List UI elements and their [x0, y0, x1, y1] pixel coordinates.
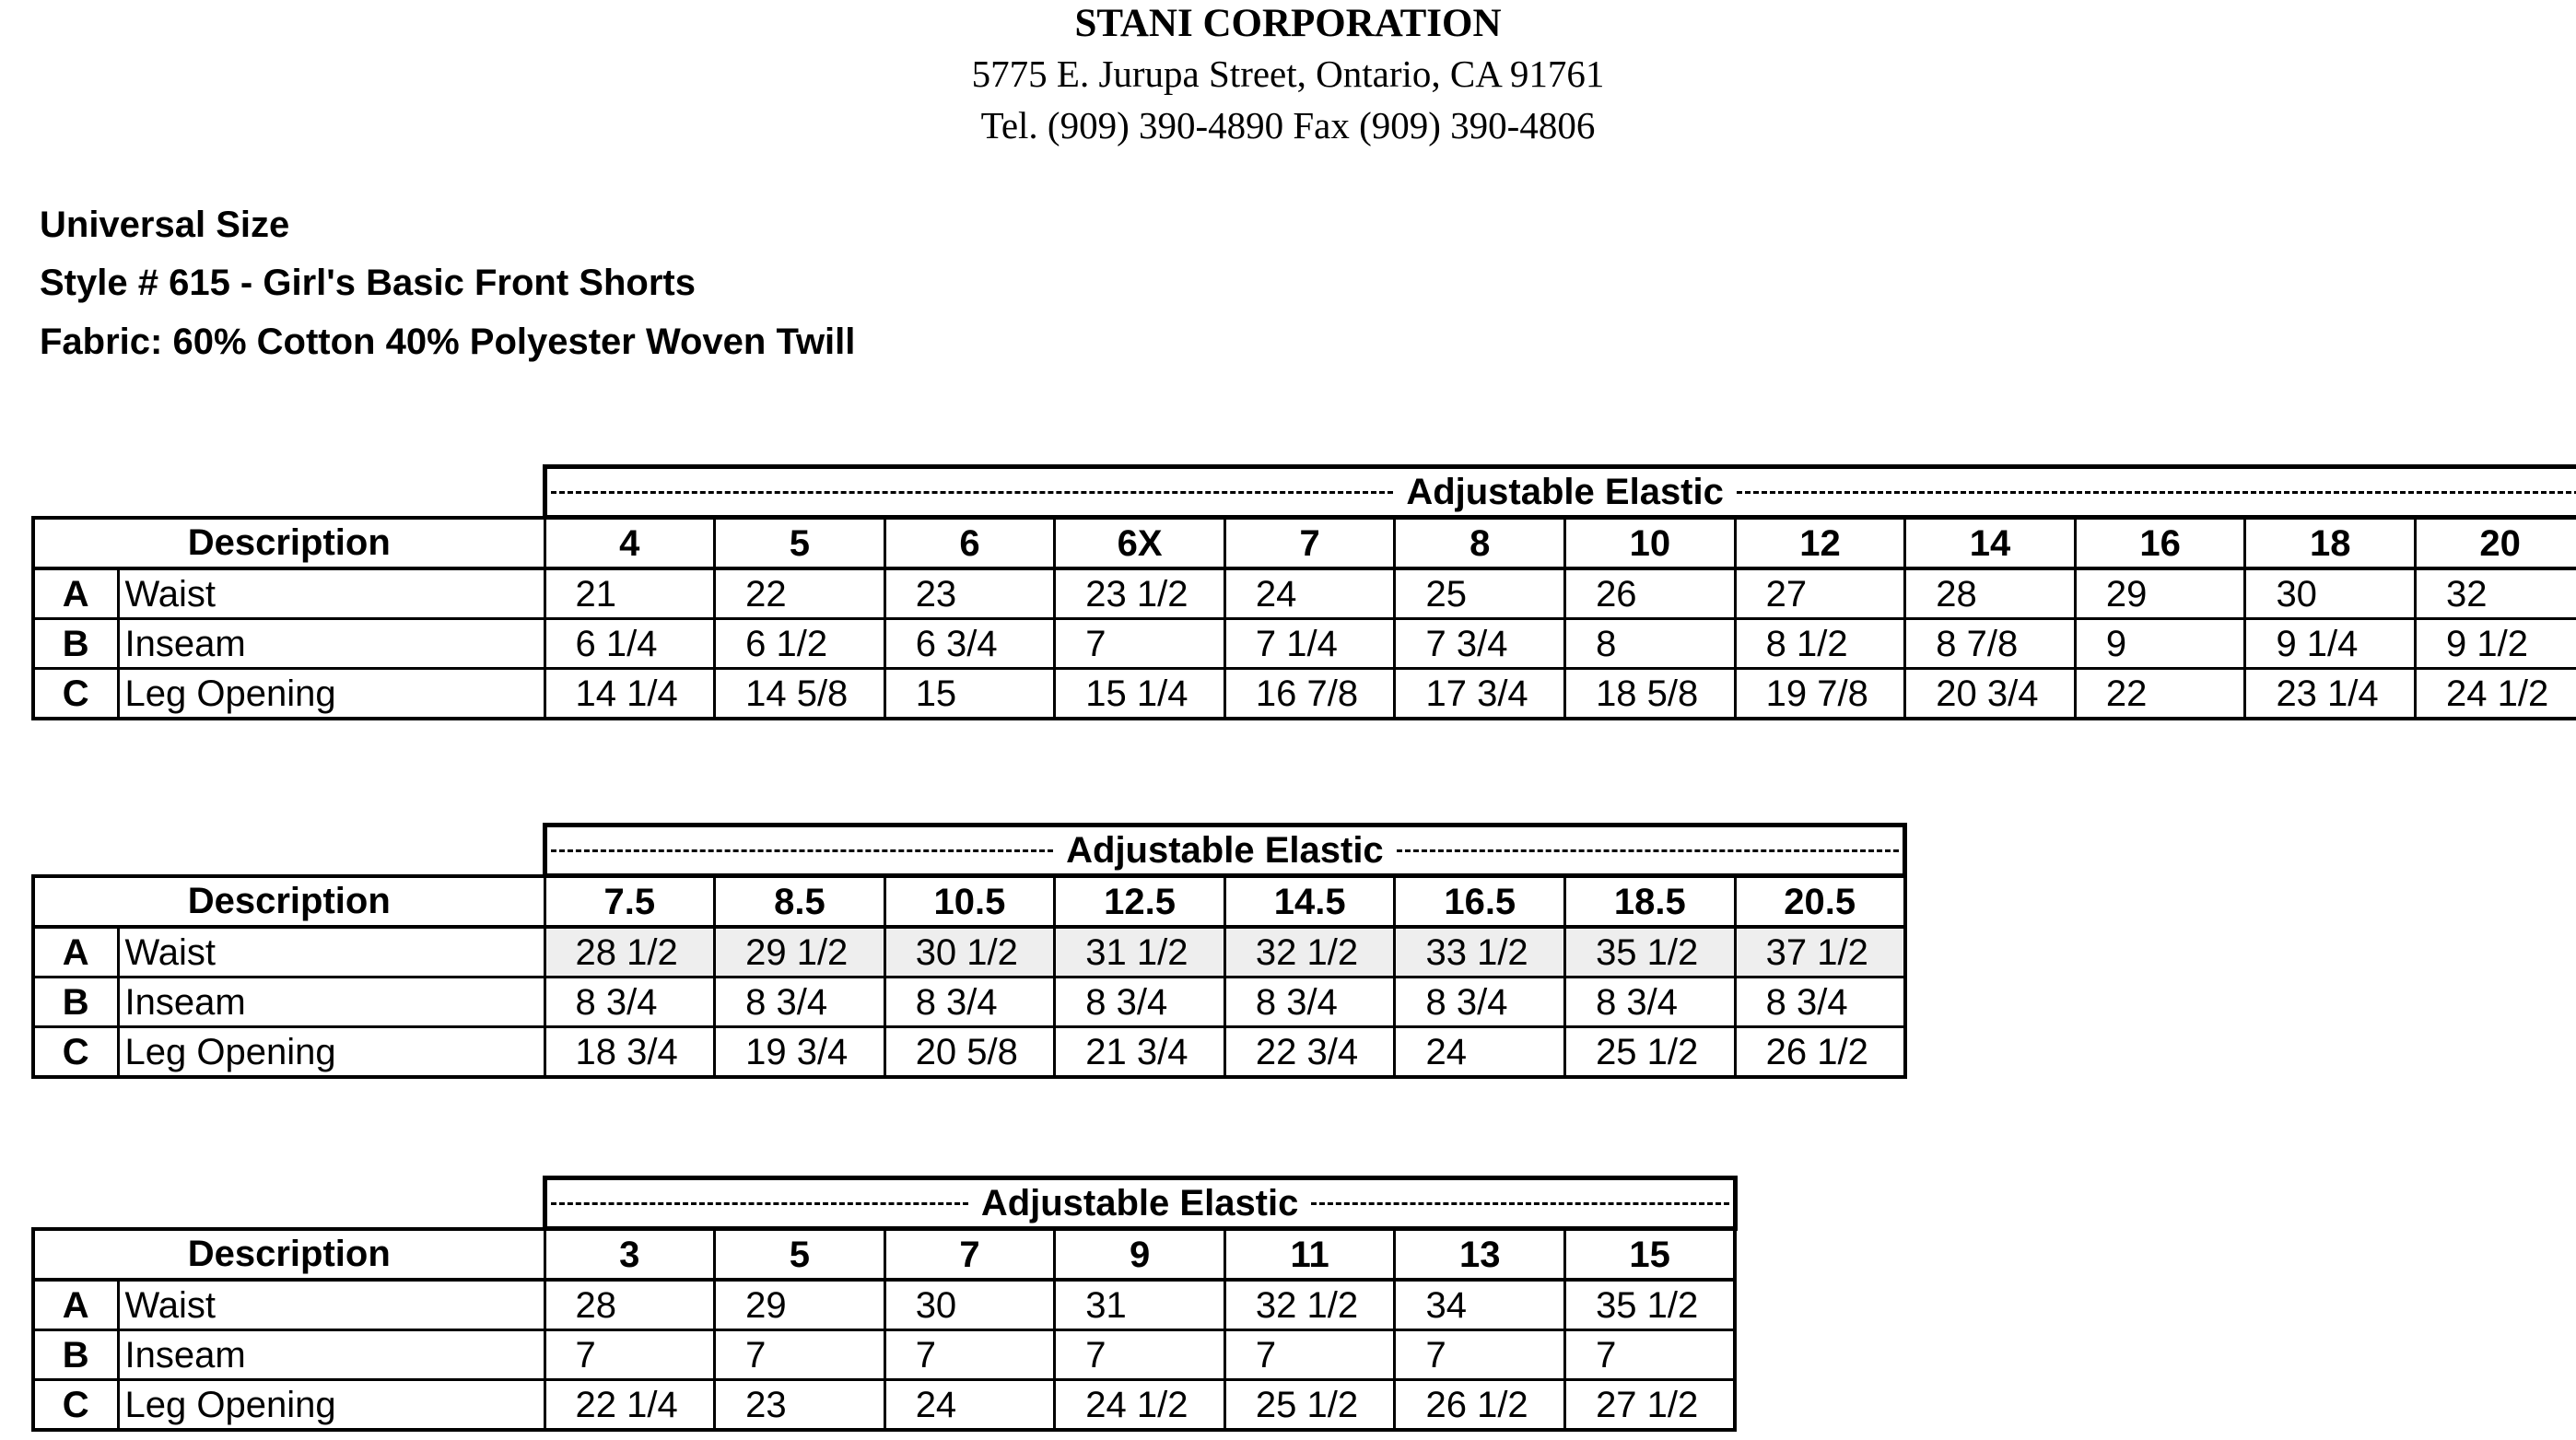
- measurement-value: 6 1/2: [715, 619, 885, 669]
- measurement-name: Inseam: [118, 619, 544, 669]
- measurement-value: 35 1/2: [1565, 927, 1736, 978]
- row-letter: C: [33, 1027, 118, 1078]
- dash-line-right: [1311, 1202, 1728, 1205]
- size-header: 11: [1224, 1229, 1395, 1281]
- measurement-value: 25 1/2: [1565, 1027, 1736, 1078]
- measurement-row: [33, 619, 2576, 669]
- measurement-value: 33 1/2: [1395, 927, 1565, 978]
- measurement-name: Leg Opening: [118, 669, 544, 720]
- size-header: 12: [1735, 518, 1905, 569]
- size-header: 8.5: [715, 876, 885, 928]
- measurement-value: 25: [1395, 568, 1565, 619]
- size-header: 13: [1395, 1229, 1565, 1281]
- description-header: Description: [33, 518, 544, 569]
- size-header: 7.5: [544, 876, 715, 928]
- measurement-value: 30 1/2: [884, 927, 1055, 978]
- dash-line-right: [1397, 849, 1900, 852]
- row-letter: B: [33, 978, 118, 1027]
- description-header: Description: [33, 1229, 544, 1281]
- measurement-row: [33, 669, 2576, 720]
- measurement-value: 15 1/4: [1055, 669, 1225, 720]
- measurement-value: 22: [715, 568, 885, 619]
- size-header: 6: [884, 518, 1055, 569]
- header-row: [33, 518, 2576, 569]
- measurement-row: [33, 1027, 1905, 1078]
- dash-line-left: [551, 849, 1054, 852]
- header-row: [33, 876, 1905, 928]
- measurement-value: 7: [1055, 619, 1225, 669]
- measurement-value: 18 5/8: [1565, 669, 1736, 720]
- measurement-value: 8 3/4: [1224, 978, 1395, 1027]
- measurement-value: 20 5/8: [884, 1027, 1055, 1078]
- measurement-name: Waist: [118, 568, 544, 619]
- measurement-value: 24: [884, 1380, 1055, 1431]
- band-line: [547, 469, 2576, 515]
- size-header: 14: [1905, 518, 2076, 569]
- style-title: Style # 615 - Girl's Basic Front Shorts: [40, 263, 696, 303]
- measurement-value: 7: [1055, 1330, 1225, 1380]
- band-line: [547, 1180, 1733, 1226]
- measurement-value: 30: [884, 1280, 1055, 1330]
- measurement-value: 6 1/4: [544, 619, 715, 669]
- size-header: 20: [2416, 518, 2576, 569]
- measurement-value: 23 1/4: [2245, 669, 2416, 720]
- measurement-name: Inseam: [118, 978, 544, 1027]
- row-letter: A: [33, 1280, 118, 1330]
- measurement-value: 19 7/8: [1735, 669, 1905, 720]
- measurement-value: 8 3/4: [1735, 978, 1905, 1027]
- company-phone-fax: Tel. (909) 390-4890 Fax (909) 390-4806: [980, 104, 1596, 146]
- measurement-value: 15: [884, 669, 1055, 720]
- measurement-value: 8 3/4: [544, 978, 715, 1027]
- measurement-value: 14 5/8: [715, 669, 885, 720]
- band-spacer: [33, 1178, 544, 1229]
- measurement-value: 7: [715, 1330, 885, 1380]
- measurement-value: 8 3/4: [884, 978, 1055, 1027]
- measurement-value: 24 1/2: [2416, 669, 2576, 720]
- measurement-name: Waist: [118, 1280, 544, 1330]
- measurement-value: 23: [884, 568, 1055, 619]
- measurement-value: 21 3/4: [1055, 1027, 1225, 1078]
- measurement-value: 32 1/2: [1224, 927, 1395, 978]
- band-cell: [544, 1178, 1735, 1229]
- size-header: 16: [2075, 518, 2245, 569]
- measurement-value: 7: [1395, 1330, 1565, 1380]
- size-header: 7: [1224, 518, 1395, 569]
- measurement-value: 22: [2075, 669, 2245, 720]
- measurement-value: 29: [715, 1280, 885, 1330]
- measurement-value: 8 3/4: [715, 978, 885, 1027]
- measurement-value: 32 1/2: [1224, 1280, 1395, 1330]
- measurement-value: 28: [1905, 568, 2076, 619]
- measurement-value: 7: [544, 1330, 715, 1380]
- measurement-value: 37 1/2: [1735, 927, 1905, 978]
- size-header: 18.5: [1565, 876, 1736, 928]
- band-cell: [544, 467, 2576, 518]
- measurement-row: [33, 1330, 1735, 1380]
- measurement-value: 22 1/4: [544, 1380, 715, 1431]
- measurement-value: 9: [2075, 619, 2245, 669]
- measurement-value: 21: [544, 568, 715, 619]
- company-name: STANI CORPORATION: [1074, 2, 1502, 45]
- description-header: Description: [33, 876, 544, 928]
- measurement-value: 18 3/4: [544, 1027, 715, 1078]
- measurement-value: 28: [544, 1280, 715, 1330]
- measurement-value: 8: [1565, 619, 1736, 669]
- measurement-value: 7 3/4: [1395, 619, 1565, 669]
- row-letter: C: [33, 1380, 118, 1431]
- measurement-row: [33, 978, 1905, 1027]
- measurement-value: 31: [1055, 1280, 1225, 1330]
- measurement-name: Leg Opening: [118, 1027, 544, 1078]
- size-header: 16.5: [1395, 876, 1565, 928]
- measurement-name: Inseam: [118, 1330, 544, 1380]
- row-letter: C: [33, 669, 118, 720]
- measurement-value: 7 1/4: [1224, 619, 1395, 669]
- size-header: 4: [544, 518, 715, 569]
- size-header: 3: [544, 1229, 715, 1281]
- band-spacer: [33, 467, 544, 518]
- size-header: 5: [715, 518, 885, 569]
- size-header: 10: [1565, 518, 1736, 569]
- measurement-value: 32: [2416, 568, 2576, 619]
- size-header: 8: [1395, 518, 1565, 569]
- size-header: 10.5: [884, 876, 1055, 928]
- measurement-value: 8 1/2: [1735, 619, 1905, 669]
- measurement-value: 35 1/2: [1565, 1280, 1736, 1330]
- size-header: 5: [715, 1229, 885, 1281]
- dash-line-left: [551, 491, 1394, 494]
- size-system-label: Universal Size: [40, 205, 290, 245]
- band-cell: [544, 825, 1905, 876]
- size-table: [31, 464, 2576, 720]
- measurement-value: 25 1/2: [1224, 1380, 1395, 1431]
- band-line: [547, 827, 1903, 873]
- measurement-row: [33, 568, 2576, 619]
- measurement-value: 8 3/4: [1055, 978, 1225, 1027]
- measurement-value: 16 7/8: [1224, 669, 1395, 720]
- row-letter: A: [33, 927, 118, 978]
- band-row: [33, 825, 1905, 876]
- row-letter: B: [33, 619, 118, 669]
- measurement-value: 29 1/2: [715, 927, 885, 978]
- measurement-value: 8 3/4: [1565, 978, 1736, 1027]
- measurement-value: 7: [1565, 1330, 1736, 1380]
- fabric-info: Fabric: 60% Cotton 40% Polyester Woven Twill: [40, 322, 856, 362]
- size-header: 20.5: [1735, 876, 1905, 928]
- size-table: [31, 823, 1907, 1079]
- measurement-value: 30: [2245, 568, 2416, 619]
- band-label: Adjustable Elastic: [980, 1183, 1299, 1223]
- measurement-row: [33, 1380, 1735, 1431]
- band-spacer: [33, 825, 544, 876]
- measurement-value: 31 1/2: [1055, 927, 1225, 978]
- measurement-value: 28 1/2: [544, 927, 715, 978]
- measurement-value: 14 1/4: [544, 669, 715, 720]
- dash-line-right: [1737, 491, 2576, 494]
- band-row: [33, 1178, 1735, 1229]
- measurement-value: 23 1/2: [1055, 568, 1225, 619]
- dash-line-left: [551, 1202, 968, 1205]
- measurement-value: 8 3/4: [1395, 978, 1565, 1027]
- band-label: Adjustable Elastic: [1406, 472, 1724, 512]
- band-row: [33, 467, 2576, 518]
- company-address: 5775 E. Jurupa Street, Ontario, CA 91761: [971, 53, 1605, 95]
- measurement-value: 20 3/4: [1905, 669, 2076, 720]
- size-header: 6X: [1055, 518, 1225, 569]
- size-header: 18: [2245, 518, 2416, 569]
- size-header: 12.5: [1055, 876, 1225, 928]
- size-header: 7: [884, 1229, 1055, 1281]
- size-table: [31, 1176, 1738, 1432]
- measurement-value: 9 1/4: [2245, 619, 2416, 669]
- measurement-name: Leg Opening: [118, 1380, 544, 1431]
- measurement-value: 26 1/2: [1735, 1027, 1905, 1078]
- size-header: 9: [1055, 1229, 1225, 1281]
- row-letter: A: [33, 568, 118, 619]
- measurement-name: Waist: [118, 927, 544, 978]
- header-row: [33, 1229, 1735, 1281]
- measurement-value: 34: [1395, 1280, 1565, 1330]
- row-letter: B: [33, 1330, 118, 1380]
- measurement-row: [33, 927, 1905, 978]
- measurement-value: 24: [1224, 568, 1395, 619]
- band-label: Adjustable Elastic: [1066, 830, 1384, 871]
- measurement-value: 27 1/2: [1565, 1380, 1736, 1431]
- measurement-value: 17 3/4: [1395, 669, 1565, 720]
- measurement-value: 22 3/4: [1224, 1027, 1395, 1078]
- measurement-value: 6 3/4: [884, 619, 1055, 669]
- measurement-value: 9 1/2: [2416, 619, 2576, 669]
- measurement-value: 23: [715, 1380, 885, 1431]
- measurement-value: 27: [1735, 568, 1905, 619]
- size-header: 15: [1565, 1229, 1736, 1281]
- size-header: 14.5: [1224, 876, 1395, 928]
- measurement-value: 26 1/2: [1395, 1380, 1565, 1431]
- measurement-value: 29: [2075, 568, 2245, 619]
- measurement-value: 7: [884, 1330, 1055, 1380]
- measurement-row: [33, 1280, 1735, 1330]
- measurement-value: 7: [1224, 1330, 1395, 1380]
- measurement-value: 26: [1565, 568, 1736, 619]
- measurement-value: 24 1/2: [1055, 1380, 1225, 1431]
- measurement-value: 19 3/4: [715, 1027, 885, 1078]
- measurement-value: 8 7/8: [1905, 619, 2076, 669]
- measurement-value: 24: [1395, 1027, 1565, 1078]
